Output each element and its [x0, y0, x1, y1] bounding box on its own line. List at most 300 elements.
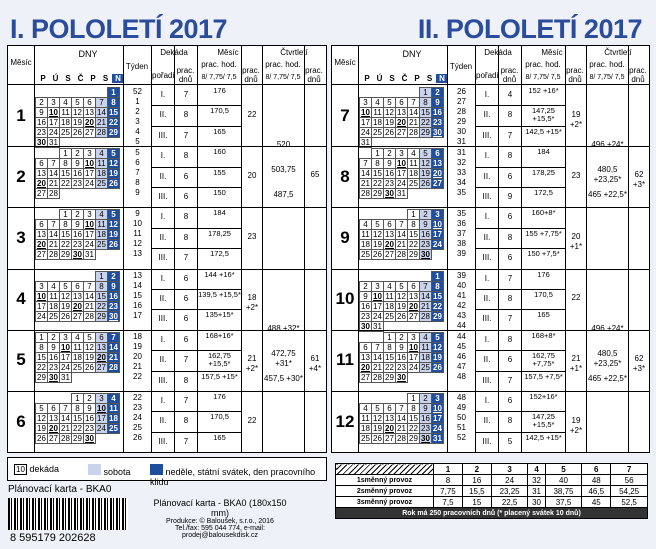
day-cell: 19 [397, 301, 406, 311]
day-cell: 17 [85, 230, 94, 240]
header-day-6: N [436, 74, 448, 83]
day-cell: 11 [373, 108, 382, 117]
dekada-hod-3-1: 178,25 [208, 228, 231, 238]
month-sum-1: 22 [247, 109, 257, 119]
dekada-7-1: II. [483, 110, 491, 120]
dekada-dnu-11-1: 6 [507, 355, 513, 365]
shift-value: 8 [434, 475, 463, 486]
day-cell: 6 [48, 404, 60, 414]
day-cell: 28 [397, 434, 406, 443]
day-cell: 26 [109, 240, 118, 250]
day-cell: 31 [397, 189, 406, 199]
dekada-dnu-7-0: 4 [507, 90, 513, 99]
day-cell: 14 [409, 108, 418, 117]
day-cell: 1 [408, 210, 420, 220]
day-cell: 13 [397, 108, 406, 117]
day-empty [60, 271, 72, 281]
day-cell: 9 [72, 159, 84, 169]
header-mesic2: Měsíc [541, 48, 563, 57]
week-6-3: 25 [133, 423, 142, 432]
day-cell: 28 [97, 128, 106, 137]
month-2: 2 [16, 166, 26, 186]
day-cell: 25 [373, 128, 382, 137]
day-cell: 27 [97, 362, 106, 372]
day-cell: 15 [433, 291, 442, 301]
week-3-4: 13 [133, 249, 142, 259]
day-cell: 9 [108, 281, 120, 291]
dekada-hod-7-1: 147,25 +15,5* [532, 106, 555, 124]
day-cell: 7 [48, 159, 60, 169]
dekada-7-0: I. [484, 90, 490, 99]
shift-value: 23,25 [491, 486, 528, 497]
shift-value: 7,5 [434, 497, 463, 508]
hline-month-5 [8, 391, 326, 392]
dekada-dnu-7-2: 7 [507, 130, 513, 140]
legend-sobota-box [88, 464, 101, 475]
prod-line-1: Plánovací karta - BKA0 (180x150 mm) [153, 498, 287, 518]
day-cell: 21 [397, 424, 406, 433]
shift-value: 40 [545, 475, 582, 486]
day-cell: 30 [421, 434, 430, 443]
day-cell: 22 [409, 240, 418, 250]
day-cell: 24 [433, 424, 442, 433]
day-cell: 6 [36, 159, 48, 169]
day-cell: 3 [360, 98, 372, 108]
month-sum-12: 19 +2* [569, 415, 583, 435]
week-1-0: 52 [133, 87, 142, 96]
header-dny: DNY [402, 49, 422, 59]
dekada-8-0: I. [484, 151, 490, 161]
day-cell: 17 [37, 301, 46, 311]
month-1: 1 [16, 105, 26, 125]
day-cell: 2 [48, 332, 60, 342]
day-cell: 3 [36, 281, 48, 291]
day-cell: 1 [36, 332, 48, 342]
day-cell: 6 [384, 404, 396, 414]
dekada-hod-5-2: 157,5 +15* [201, 371, 238, 381]
day-grid-4 [35, 271, 120, 322]
hline-dek-0-2 [151, 126, 242, 127]
header-dekada: Dekáda [484, 48, 512, 57]
shift-value: 7,75 [434, 486, 463, 497]
shift-col-2: 2 [462, 464, 491, 475]
day-cell: 2 [84, 394, 96, 404]
day-cell: 18 [97, 230, 106, 240]
header-prac-dnu-q: prac. dnů [305, 66, 323, 84]
day-cell: 15 [61, 230, 70, 240]
day-cell: 13 [409, 291, 418, 301]
day-cell: 3 [372, 281, 384, 291]
dekada-dnu-10-0: 7 [507, 273, 513, 283]
day-empty [372, 210, 384, 220]
day-cell: 30 [421, 250, 430, 260]
header-day-0: P [364, 74, 370, 83]
barcode [8, 498, 128, 530]
day-cell: 22 [421, 118, 430, 127]
day-cell: 16 [397, 352, 406, 362]
dekada-dnu-4-2: 6 [183, 314, 189, 324]
day-cell: 14 [397, 230, 406, 240]
barcode-number: 8 595179 202628 [10, 532, 96, 544]
day-cell: 20 [73, 301, 82, 311]
week-7-4: 30 [457, 127, 466, 136]
day-empty [84, 271, 96, 281]
day-cell: 14 [361, 169, 370, 179]
day-cell: 26 [109, 179, 118, 189]
day-cell: 24 [49, 128, 58, 137]
day-cell: 22 [385, 362, 394, 372]
day-cell: 23 [85, 424, 94, 433]
day-cell: 3 [48, 98, 60, 108]
week-11-2: 46 [457, 351, 466, 361]
day-cell: 29 [433, 311, 442, 321]
week-12-0: 48 [457, 393, 466, 402]
day-cell: 20 [361, 362, 370, 372]
week-4-4: 17 [133, 310, 142, 320]
day-cell: 3 [396, 149, 408, 159]
dekada-hod-8-1: 178,25 [532, 167, 555, 177]
day-cell: 13 [85, 108, 94, 117]
day-cell: 2 [432, 88, 444, 98]
dekada-hod-1-0: 176 [213, 86, 226, 95]
shift-col-5: 5 [545, 464, 582, 475]
day-cell: 20 [385, 240, 394, 250]
day-grid-11 [359, 332, 444, 383]
dekada-dnu-8-0: 8 [507, 151, 513, 161]
day-cell: 4 [60, 98, 72, 108]
day-cell: 10 [397, 159, 406, 169]
day-cell: 7 [96, 98, 108, 108]
dekada-2-1: II. [159, 171, 167, 181]
day-cell: 18 [361, 424, 370, 433]
dekada-11-0: I. [484, 334, 490, 344]
day-cell: 18 [373, 118, 382, 127]
header-dny: DNY [78, 49, 98, 59]
hline-month-5 [332, 391, 649, 392]
day-cell: 8 [36, 342, 48, 352]
day-cell: 13 [97, 342, 106, 352]
day-cell: 17 [433, 230, 442, 240]
header-ctvrtleti: Čtvrtletí [280, 48, 308, 57]
week-7-1: 27 [457, 97, 466, 106]
shift-table [335, 463, 648, 519]
dekada-12-2: III. [482, 436, 492, 446]
day-cell: 3 [60, 332, 72, 342]
dekada-dnu-9-0: 6 [507, 212, 513, 222]
header-poradi: pořadí [152, 71, 175, 80]
shift-row-name: 3směnný provoz [336, 497, 434, 508]
header-prac-dnu-m: prac. dnů [566, 66, 584, 84]
day-cell: 24 [373, 311, 382, 321]
day-empty [84, 88, 96, 98]
dekada-4-0: I. [160, 273, 166, 283]
day-cell: 29 [109, 128, 118, 137]
day-cell: 22 [37, 362, 46, 372]
day-cell: 16 [37, 118, 46, 127]
dekada-dnu-6-0: 7 [183, 396, 189, 405]
day-cell: 21 [61, 424, 70, 433]
day-cell: 7 [408, 98, 420, 108]
dekada-8-2: III. [482, 192, 492, 201]
day-cell: 16 [73, 169, 82, 179]
day-cell: 22 [61, 240, 70, 250]
month-sum-3: 23 [247, 232, 257, 241]
week-10-1: 40 [457, 280, 466, 290]
header-day-3: Č [77, 74, 84, 83]
dekada-7-2: III. [482, 130, 492, 140]
day-cell: 26 [85, 362, 94, 372]
week-1-3: 3 [135, 117, 140, 126]
day-cell: 22 [373, 179, 382, 189]
hline-dek-5-2 [151, 432, 242, 433]
dekada-4-2: III. [158, 314, 168, 324]
dekada-hod-12-1: 147,25 +15,5* [532, 412, 555, 430]
day-cell: 21 [49, 179, 58, 189]
day-cell: 6 [384, 220, 396, 230]
quarter-a-0: 496 +24* [591, 140, 624, 149]
day-cell: 1 [72, 394, 84, 404]
day-empty [372, 88, 384, 98]
day-cell: 31 [85, 250, 94, 260]
legend-nedele-box [150, 464, 163, 475]
day-cell: 10 [433, 404, 442, 413]
dekada-9-0: I. [484, 212, 490, 222]
dekada-hod-11-2: 157,5 +7,5* [524, 371, 563, 381]
day-cell: 20 [397, 118, 406, 127]
day-cell: 28 [361, 189, 370, 199]
day-cell: 10 [49, 108, 58, 117]
day-cell: 17 [361, 118, 370, 127]
day-cell: 22 [61, 179, 70, 189]
day-cell: 1 [432, 271, 444, 281]
day-cell: 13 [37, 230, 46, 240]
day-empty [48, 210, 60, 220]
dekada-8-1: II. [483, 171, 491, 181]
day-cell: 27 [433, 179, 442, 189]
title-second-half: II. POLOLETÍ 2017 [417, 14, 642, 44]
day-cell: 27 [409, 311, 418, 321]
day-empty [396, 210, 408, 220]
day-cell: 7 [48, 220, 60, 230]
quarter-c-0: 487,5 [273, 190, 294, 199]
day-cell: 16 [109, 291, 118, 301]
week-2-1: 6 [135, 158, 140, 168]
day-cell: 3 [96, 394, 108, 404]
day-cell: 27 [37, 250, 46, 260]
day-cell: 18 [49, 301, 58, 311]
header-day-3: Č [401, 74, 408, 83]
header-hod-vals-q: 8/ 7,75/ 7,5 [589, 74, 625, 81]
day-empty [396, 88, 408, 98]
day-cell: 31 [361, 138, 370, 147]
day-cell: 18 [421, 352, 430, 362]
quarter-a-1: 496 +24* [591, 323, 624, 333]
day-cell: 14 [85, 291, 94, 301]
day-cell: 10 [373, 291, 382, 301]
day-cell: 21 [49, 240, 58, 250]
dekada-dnu-12-0: 6 [507, 396, 513, 405]
day-cell: 2 [108, 271, 120, 281]
day-cell: 8 [96, 281, 108, 291]
day-cell: 8 [108, 98, 120, 108]
header-day-1: Ú [376, 74, 383, 83]
day-cell: 7 [396, 404, 408, 414]
day-cell: 15 [61, 169, 70, 179]
day-cell: 8 [420, 98, 432, 108]
day-cell: 17 [97, 414, 106, 423]
day-cell: 20 [433, 169, 442, 179]
day-cell: 16 [73, 230, 82, 240]
day-cell: 17 [433, 414, 442, 423]
day-cell: 21 [361, 179, 370, 189]
hline-dek-1-1 [151, 167, 242, 168]
dekada-hod-3-0: 184 [213, 208, 226, 218]
dekada-1-2: III. [158, 130, 168, 140]
dekada-6-2: III. [158, 436, 168, 446]
day-cell: 16 [385, 169, 394, 179]
dekada-2-2: III. [158, 192, 168, 201]
dekada-dnu-11-0: 8 [507, 334, 513, 344]
day-cell: 21 [421, 301, 430, 311]
day-cell: 9 [396, 342, 408, 352]
hline-header [8, 84, 326, 85]
day-cell: 25 [361, 434, 370, 443]
shift-row-name: 1směnný provoz [336, 475, 434, 486]
day-cell: 21 [97, 118, 106, 127]
day-cell: 27 [397, 128, 406, 137]
day-cell: 1 [384, 332, 396, 342]
week-4-0: 13 [133, 270, 142, 280]
header-hod-vals: 8/ 7,75/ 7,5 [201, 74, 237, 81]
day-cell: 4 [408, 149, 420, 159]
day-cell: 4 [384, 281, 396, 291]
day-cell: 27 [361, 372, 370, 382]
month-9: 9 [340, 228, 350, 247]
day-grid-1 [35, 87, 120, 148]
shift-value: 37,5 [545, 497, 582, 508]
dekada-6-0: I. [160, 396, 166, 405]
day-cell: 1 [96, 271, 108, 281]
day-cell: 3 [84, 210, 96, 220]
day-cell: 28 [421, 311, 430, 321]
dekada-dnu-9-1: 8 [507, 232, 513, 242]
day-cell: 8 [60, 159, 72, 169]
day-cell: 29 [409, 434, 418, 443]
day-cell: 12 [397, 291, 406, 301]
day-cell: 14 [49, 230, 58, 240]
month-sum-4: 18 +2* [245, 293, 259, 313]
day-cell: 4 [372, 98, 384, 108]
quarter-c-1: 465 +22,5* [588, 373, 627, 383]
day-cell: 29 [73, 434, 82, 443]
day-cell: 13 [49, 414, 58, 423]
day-cell: 21 [409, 118, 418, 127]
dekada-3-0: I. [160, 212, 166, 222]
dekada-hod-3-2: 172,5 [210, 249, 229, 259]
week-6-4: 26 [133, 433, 142, 442]
day-cell: 19 [61, 301, 70, 311]
day-cell: 7 [420, 281, 432, 291]
dekada-hod-7-0: 152 +16* [528, 86, 559, 95]
day-cell: 11 [361, 230, 370, 240]
day-cell: 26 [421, 179, 430, 189]
day-cell: 31 [61, 372, 70, 382]
day-cell: 20 [97, 352, 106, 362]
day-cell: 22 [97, 301, 106, 311]
legend-dekada: dekáda [29, 464, 60, 474]
day-cell: 2 [360, 281, 372, 291]
week-3-1: 10 [133, 219, 142, 229]
shift-col-4: 4 [528, 464, 545, 475]
week-2-0: 5 [135, 148, 140, 158]
header-hod-vals: 8/ 7,75/ 7,5 [525, 74, 561, 81]
day-cell: 23 [73, 240, 82, 250]
shift-value: 45 [582, 497, 611, 508]
day-cell: 14 [61, 414, 70, 423]
day-cell: 2 [420, 394, 432, 404]
hline-header [332, 84, 649, 85]
dekada-hod-4-0: 144 +16* [204, 269, 235, 279]
month-sum-7: 19 +2* [569, 109, 583, 129]
day-grid-9 [359, 209, 444, 260]
day-cell: 12 [61, 291, 70, 301]
header-tyden: Týden [449, 62, 473, 71]
day-cell: 7 [396, 220, 408, 230]
day-empty [60, 394, 72, 404]
week-1-2: 2 [135, 107, 140, 116]
day-cell: 18 [97, 169, 106, 179]
week-10-3: 42 [457, 300, 466, 310]
dekada-9-1: II. [483, 232, 491, 242]
dekada-hod-10-0: 176 [537, 269, 550, 279]
day-cell: 27 [385, 434, 394, 443]
day-cell: 2 [396, 332, 408, 342]
dekada-dnu-8-1: 6 [507, 171, 513, 181]
day-cell: 26 [61, 311, 70, 321]
day-cell: 11 [109, 404, 118, 413]
day-cell: 12 [109, 220, 118, 230]
day-cell: 24 [85, 179, 94, 189]
day-cell: 16 [421, 230, 430, 240]
day-cell: 9 [420, 404, 432, 414]
week-9-1: 36 [457, 219, 466, 229]
day-cell: 12 [373, 230, 382, 240]
day-empty [72, 271, 84, 281]
hline-quarter [586, 269, 649, 270]
day-cell: 16 [421, 414, 430, 423]
shift-value: 54,25 [611, 486, 648, 497]
day-cell: 5 [108, 210, 120, 220]
day-cell: 13 [385, 230, 394, 240]
day-cell: 5 [84, 332, 96, 342]
day-cell: 6 [432, 149, 444, 159]
day-cell: 8 [384, 342, 396, 352]
dekada-hod-9-2: 150 +7,5* [527, 249, 560, 259]
dekada-dnu-10-1: 8 [507, 294, 513, 303]
day-cell: 11 [49, 291, 58, 301]
day-cell: 4 [108, 394, 120, 404]
quarter-sum-0: 62 +3* [632, 170, 646, 189]
hline-dek-3-2 [475, 309, 565, 310]
dekada-dnu-9-2: 6 [507, 253, 513, 263]
week-8-1: 32 [457, 158, 466, 168]
quarter-a-0: 520 [276, 140, 291, 149]
day-cell: 5 [372, 220, 384, 230]
dekada-9-2: III. [482, 253, 492, 263]
day-cell: 30 [433, 128, 442, 137]
day-cell: 21 [373, 362, 382, 372]
day-cell: 8 [72, 404, 84, 414]
